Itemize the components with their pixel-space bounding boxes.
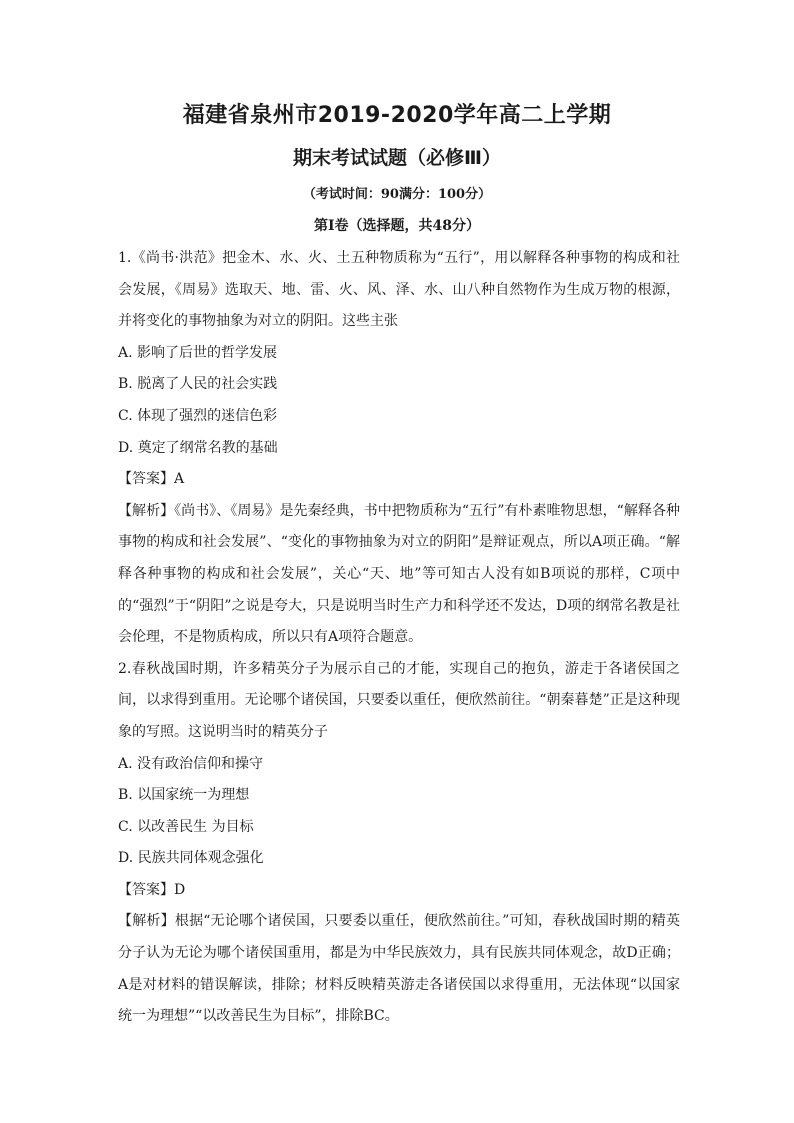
question-1	[118, 243, 680, 654]
exam-info: （考试时间：90满分：100分）	[302, 187, 492, 202]
analysis: 【解析】根据“无论哪个诸侯国，只要委以重任，便欣然前往。”可知，春秋战国时期的精英分子认为无论为哪个诸侯国重用，都是为中华民族效力，具有民族共同体观念，故D正确；A是对材料的错误解读，排除；材料反映精英游走各诸侯国以求得重用，无法体现“以国家统一为理想”“以改善民生为目标”，排除BC。	[118, 913, 680, 1025]
option-a: A. 没有政治信仰和操守	[118, 755, 264, 772]
option-b: B. 以国家统一为理想	[118, 787, 250, 804]
document-subtitle: 期末考试试题（必修Ⅲ）	[293, 147, 501, 169]
option-d: D. 奠定了纲常名教的基础	[118, 439, 278, 456]
option-c: C. 以改善民生 为目标	[118, 818, 254, 835]
section-title: 第Ⅰ卷（选择题，共48分）	[313, 218, 481, 234]
question-2	[118, 654, 680, 1033]
analysis: 【解析】《尚书》、《周易》是先秦经典，书中把物质称为“五行”有朴素唯物思想，“解释各种事物的构成和社会发展”、“变化的事物抽象为对立的阴阳”是辩证观点，所以A项正确。“解释各种事物的构成和社会发展”，关心“天、地”等可知古人没有如B项说的那样，C项中的“强烈”于“阴阳”之说是夸大，只是说明当时生产力和科学还不发达，D项的纲常名教是社会伦理，不是物质构成，所以只有A项符合题意。	[118, 502, 680, 646]
option-b: B. 脱离了人民的社会实践	[118, 376, 278, 393]
questions-body	[118, 243, 680, 1033]
option-d: D. 民族共同体观念强化	[118, 850, 264, 867]
question-stem: 1.《尚书·洪范》把金木、水、火、土五种物质称为“五行”，用以解释各种事物的构成和社会发展，《周易》选取天、地、雷、火、风、泽、水、山八种自然物作为生成万物的根源，并将变化的事物抽象为对立的阴阳。这些主张	[118, 250, 680, 330]
answer: 【答案】D	[118, 881, 186, 898]
option-a: A. 影响了后世的哲学发展	[118, 344, 278, 361]
question-stem: 2.春秋战国时期，许多精英分子为展示自己的才能，实现自己的抱负，游走于各诸侯国之间，以求得到重用。无论哪个诸侯国，只要委以重任，便欣然前往。“朝秦暮楚”正是这种现象的写照。这说明当时的精英分子	[118, 660, 680, 740]
document-title: 福建省泉州市2019-2020学年高二上学期	[182, 103, 612, 128]
answer: 【答案】A	[118, 471, 185, 488]
option-c: C. 体现了强烈的迷信色彩	[118, 407, 278, 424]
